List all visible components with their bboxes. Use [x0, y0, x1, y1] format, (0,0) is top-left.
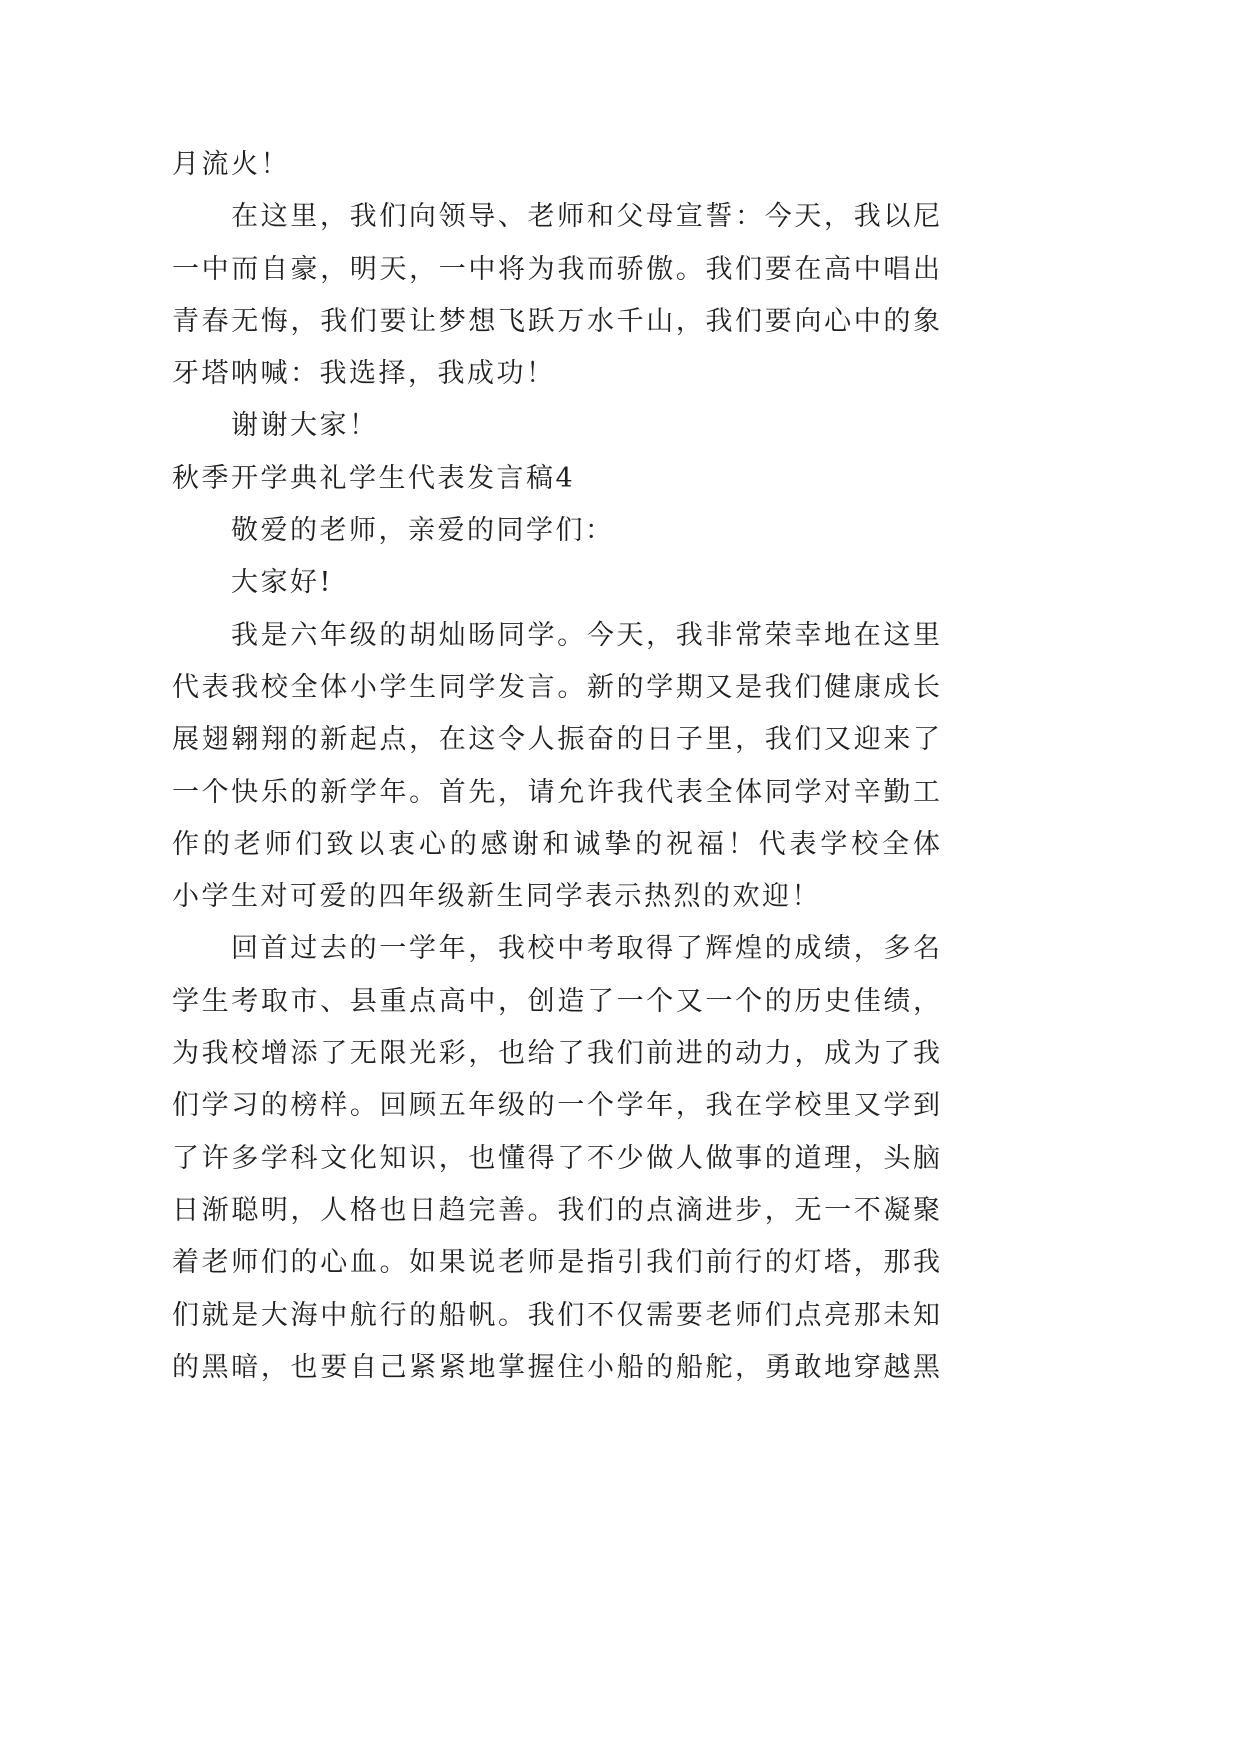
document-body — [172, 139, 940, 1394]
continuation-line: 月流火！ — [172, 149, 290, 180]
review-line-2: 学生考取市、县重点高中，创造了一个又一个的历史佳绩， — [172, 985, 940, 1017]
review-line-4: 们学习的榜样。回顾五年级的一个学年，我在学校里又学到 — [172, 1090, 940, 1122]
document-title: 秋季开学典礼学生代表发言稿4 — [172, 462, 576, 494]
intro-line-1: 我是六年级的胡灿旸同学。今天，我非常荣幸地在这里 — [231, 619, 940, 651]
thanks-line: 谢谢大家！ — [231, 410, 379, 442]
review-line-8: 们就是大海中航行的船帆。我们不仅需要老师们点亮那未知 — [172, 1299, 940, 1331]
review-line-9: 的黑暗，也要自己紧紧地掌握住小船的船舵，勇敢地穿越黑 — [172, 1351, 940, 1383]
intro-line-6: 小学生对可爱的四年级新生同学表示热烈的欢迎！ — [172, 881, 821, 913]
review-line-1: 回首过去的一学年，我校中考取得了辉煌的成绩，多名 — [231, 933, 940, 965]
review-line-5: 了许多学科文化知识，也懂得了不少做人做事的道理，头脑 — [172, 1142, 940, 1174]
oath-line-1: 在这里，我们向领导、老师和父母宣誓：今天，我以尼 — [231, 201, 940, 233]
oath-line-2: 一中而自豪，明天，一中将为我而骄傲。我们要在高中唱出 — [172, 253, 940, 285]
intro-line-4: 一个快乐的新学年。首先，请允许我代表全体同学对辛勤工 — [172, 776, 940, 808]
review-line-6: 日渐聪明，人格也日趋完善。我们的点滴进步，无一不凝聚 — [172, 1194, 940, 1226]
intro-line-2: 代表我校全体小学生同学发言。新的学期又是我们健康成长 — [172, 671, 940, 703]
intro-line-3: 展翅翱翔的新起点，在这令人振奋的日子里，我们又迎来了 — [172, 724, 940, 756]
oath-line-4: 牙塔呐喊：我选择，我成功！ — [172, 358, 556, 390]
intro-line-5: 作的老师们致以衷心的感谢和诚挚的祝福！代表学校全体 — [172, 828, 940, 860]
greeting-line: 大家好! — [231, 567, 333, 599]
oath-line-3: 青春无悔，我们要让梦想飞跃万水千山，我们要向心中的象 — [172, 305, 940, 337]
salutation-line: 敬爱的老师，亲爱的同学们： — [231, 515, 615, 547]
review-line-3: 为我校增添了无限光彩，也给了我们前进的动力，成为了我 — [172, 1038, 940, 1070]
review-line-7: 着老师们的心血。如果说老师是指引我们前行的灯塔，那我 — [172, 1247, 940, 1279]
